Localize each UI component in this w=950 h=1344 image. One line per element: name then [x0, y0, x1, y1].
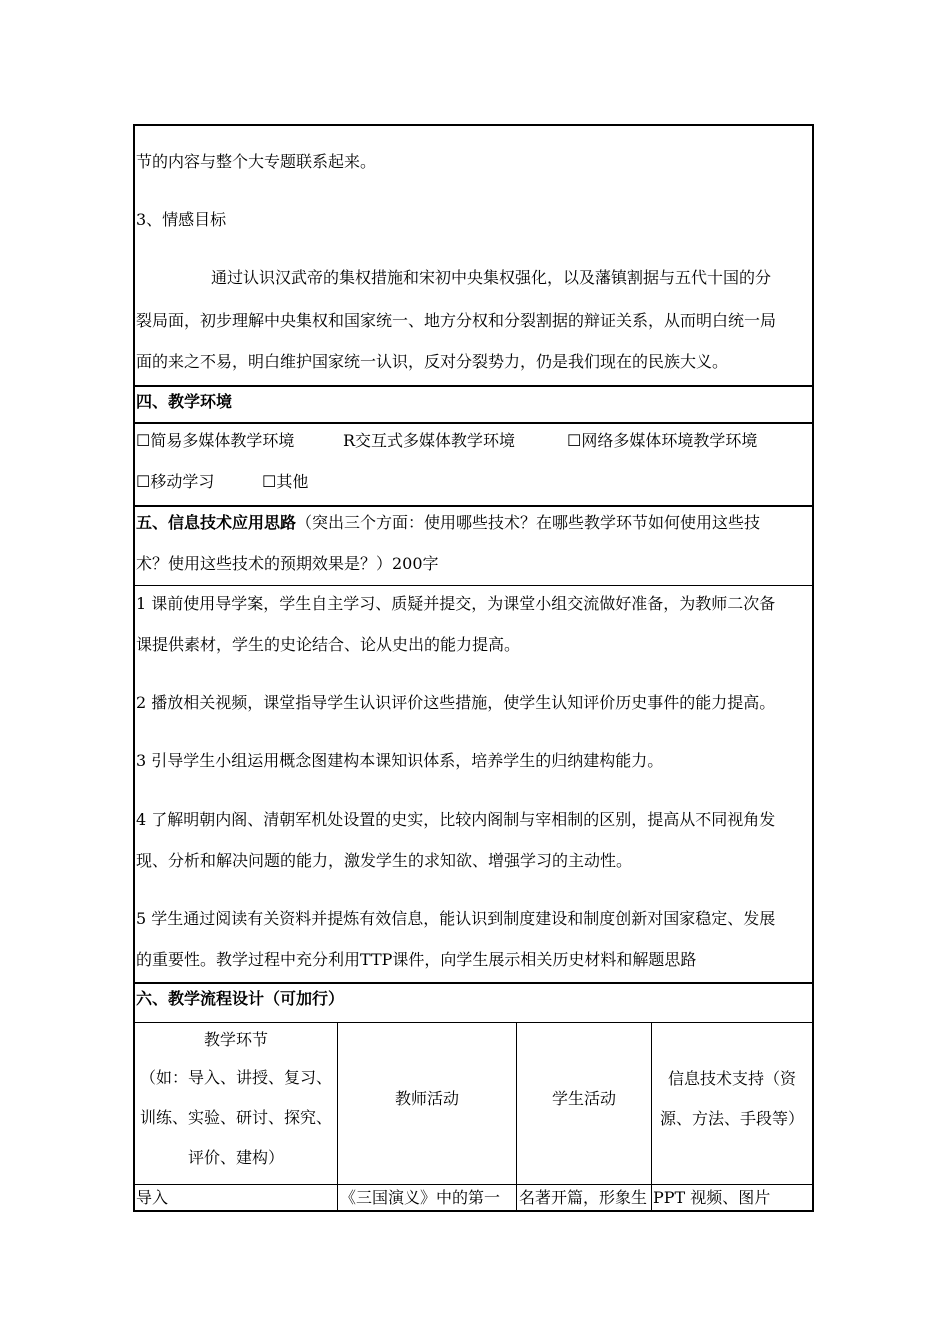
header-it-support-line2: 源、方法、手段等） [659, 1109, 804, 1128]
row-divider [133, 385, 814, 387]
row-divider [133, 422, 814, 424]
column-divider [337, 1022, 338, 1211]
section-4-heading: 四、教学环境 [136, 392, 233, 411]
row-divider [133, 1184, 814, 1185]
section-5-heading-note: （突出三个方面：使用哪些技术？在哪些教学环节如何使用这些技 [296, 513, 761, 532]
row-divider [133, 982, 814, 984]
header-teaching-stage-line3: 训练、实验、研讨、探究、 [139, 1108, 332, 1127]
tech-point-2: 2 播放相关视频，课堂指导学生认识评价这些措施，使学生认知评价历史事件的能力提高。 [136, 693, 776, 712]
header-teaching-stage-line4: 评价、建构） [187, 1148, 284, 1167]
env-option-mobile-learning[interactable]: ☐移动学习 [136, 472, 215, 491]
emotion-goal-text-line2: 裂局面，初步理解中央集权和国家统一、地方分权和分裂割据的辩证关系，从而明白统一局 [136, 311, 777, 330]
emotion-goal-text-line1: 通过认识汉武帝的集权措施和宋初中央集权强化，以及藩镇割据与五代十国的分 [211, 268, 772, 287]
env-option-network-multimedia[interactable]: ☐网络多媒体环境教学环境 [567, 431, 758, 450]
section-5-heading-line1 [136, 513, 760, 533]
table-cell-it-support: PPT 视频、图片 [653, 1188, 771, 1207]
row-divider [133, 585, 814, 586]
section-6-heading: 六、教学流程设计（可加行） [136, 989, 345, 1008]
tech-point-1-line2: 课提供素材，学生的史论结合、论从史出的能力提高。 [136, 635, 521, 654]
header-student-activity: 学生活动 [551, 1089, 616, 1108]
env-option-simple-multimedia[interactable]: ☐简易多媒体教学环境 [136, 431, 295, 450]
tech-point-4-line2: 现、分析和解决问题的能力，激发学生的求知欲、增强学习的主动性。 [136, 851, 633, 870]
row-divider [133, 505, 814, 507]
env-option-other[interactable]: ☐其他 [262, 472, 309, 491]
tech-point-4-line1: 4 了解明朝内阁、清朝军机处设置的史实，比较内阁制与宰相制的区别，提高从不同视角发 [136, 810, 776, 829]
table-cell-teacher-activity: 《三国演义》中的第一 [340, 1188, 501, 1207]
header-teaching-stage-line2: （如：导入、讲授、复习、 [139, 1068, 332, 1087]
header-teacher-activity: 教师活动 [394, 1089, 459, 1108]
section-5-heading-note-line2: 术？使用这些技术的预期效果是？）200字 [136, 554, 439, 573]
table-cell-student-activity: 名著开篇，形象生 [519, 1188, 648, 1207]
objective-text-line: 节的内容与整个大专题联系起来。 [136, 152, 377, 171]
tech-point-3: 3 引导学生小组运用概念图建构本课知识体系，培养学生的归纳建构能力。 [136, 751, 664, 770]
emotion-goal-heading: 3、情感目标 [136, 210, 227, 229]
table-cell-stage: 导入 [136, 1188, 169, 1207]
row-divider [133, 1022, 814, 1023]
header-it-support-line1: 信息技术支持（资 [667, 1069, 796, 1088]
column-divider [516, 1022, 517, 1211]
env-option-interactive-multimedia[interactable]: R交互式多媒体教学环境 [343, 431, 516, 450]
tech-point-5-line1: 5 学生通过阅读有关资料并提炼有效信息，能认识到制度建设和制度创新对国家稳定、发展 [136, 909, 776, 928]
tech-point-5-line2: 的重要性。教学过程中充分利用TTP课件，向学生展示相关历史材料和解题思路 [136, 950, 697, 969]
section-5-heading: 五、信息技术应用思路 [136, 513, 297, 532]
tech-point-1-line1: 1 课前使用导学案，学生自主学习、质疑并提交，为课堂小组交流做好准备，为教师二次备 [136, 594, 776, 613]
emotion-goal-text-line3: 面的来之不易，明白维护国家统一认识，反对分裂势力，仍是我们现在的民族大义。 [136, 352, 729, 371]
header-teaching-stage-line1: 教学环节 [203, 1030, 268, 1049]
